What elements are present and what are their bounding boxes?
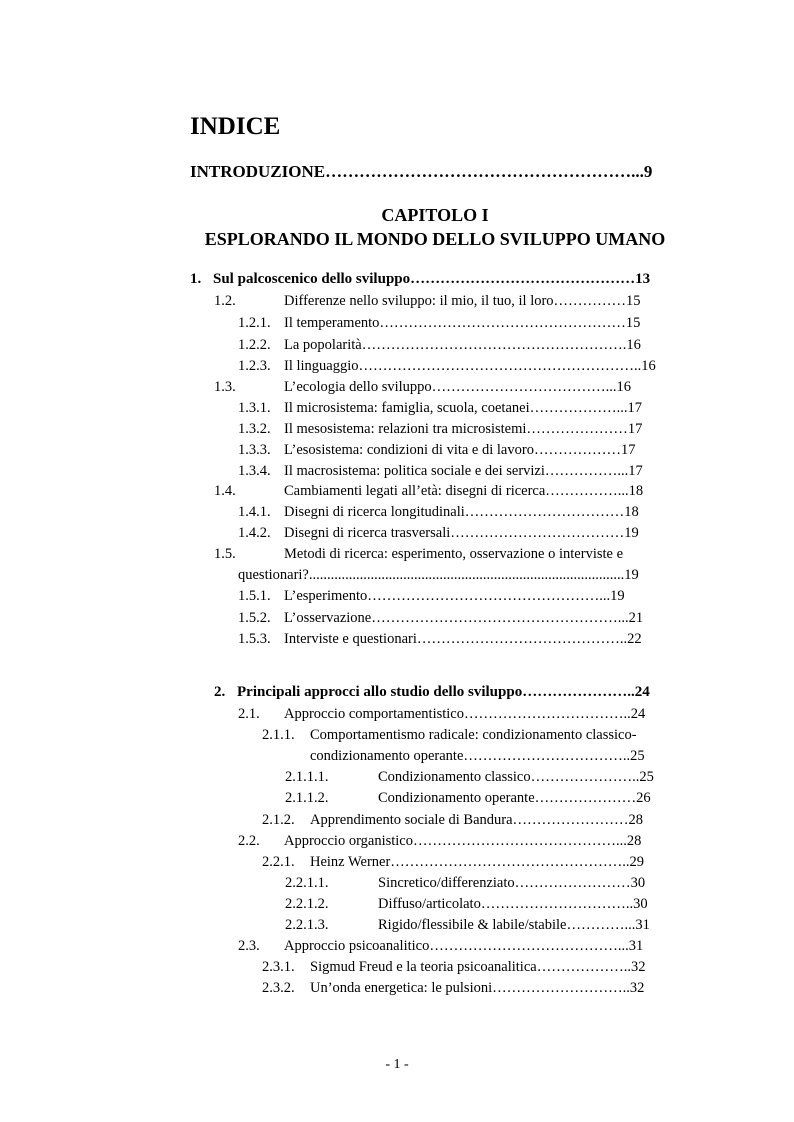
- toc-entry-number: 2.1.1.1.: [285, 769, 329, 785]
- toc-entry-text: Heinz Werner…………………………………………..29: [310, 854, 645, 870]
- toc-entry-number: 1.3.: [214, 379, 236, 395]
- toc-entry-number: 1.5.3.: [238, 631, 271, 647]
- toc-entry-number: 1.2.1.: [238, 315, 271, 331]
- toc-entry: [238, 523, 680, 543]
- toc-entry-text: L’ecologia dello sviluppo………………………………...16: [284, 379, 632, 395]
- toc-entry: [214, 377, 680, 397]
- toc-entry-text: Il mesosistema: relazioni tra microsistemi…………………17: [284, 421, 643, 437]
- toc-entry-text: Disegni di ricerca longitudinali……………………………18: [284, 504, 639, 520]
- toc-entry-number: 1.4.: [214, 483, 236, 499]
- chapter-label: CAPITOLO I: [381, 205, 489, 225]
- toc-entry: [238, 461, 680, 481]
- toc-entry: [310, 746, 680, 766]
- toc-entry: [238, 704, 680, 724]
- toc-entry: [238, 419, 680, 439]
- toc-entry-text: Il temperamento……………………………………………15: [284, 315, 641, 331]
- toc-entry: [285, 788, 680, 808]
- toc-entry-text: Disegni di ricerca trasversali………………………………19: [284, 525, 639, 541]
- toc-entry-number: 1.5.1.: [238, 588, 271, 604]
- toc-entry: [214, 682, 680, 702]
- toc-entry-number: 2.2.1.1.: [285, 875, 329, 891]
- toc-entry-number: 2.1.1.2.: [285, 790, 329, 806]
- toc-entry-text: condizionamento operante……………………………..25: [310, 748, 645, 764]
- toc-entry-number: 1.2.2.: [238, 337, 271, 353]
- toc-entry: [285, 894, 680, 914]
- toc-entry: [238, 398, 680, 418]
- toc-entry-text: Diffuso/articolato…………………………..30: [378, 896, 648, 912]
- toc-entry-text: Condizionamento operante…………………26: [378, 790, 651, 806]
- toc-entry: [238, 629, 680, 649]
- toc-entry-number: 2.1.: [238, 706, 260, 722]
- toc-entry: [214, 544, 680, 564]
- toc-entry-number: 2.: [214, 684, 226, 700]
- toc-entry-number: 2.3.1.: [262, 959, 295, 975]
- toc-entry-number: 1.3.2.: [238, 421, 271, 437]
- toc-entry-number: 1.5.: [214, 546, 236, 562]
- toc-entry-number: 2.2.: [238, 833, 260, 849]
- toc-entry-number: 1.4.1.: [238, 504, 271, 520]
- toc-entry-number: 2.2.1.3.: [285, 917, 329, 933]
- toc-entry: [285, 915, 680, 935]
- toc-entry-text: Cambiamenti legati all’età: disegni di ricerca……………...18: [284, 483, 644, 499]
- toc-entry: [238, 936, 680, 956]
- toc-entry-number: 1.5.2.: [238, 610, 271, 626]
- toc-entry-number: 2.2.1.2.: [285, 896, 329, 912]
- toc-entry-number: 1.4.2.: [238, 525, 271, 541]
- toc-entry-text: Approccio comportamentistico……………………………..24: [284, 706, 646, 722]
- toc-entry-text: Interviste e questionari……………………………………..22: [284, 631, 642, 647]
- toc-entry: [214, 481, 680, 501]
- toc-entry-number: 2.3.: [238, 938, 260, 954]
- toc-entry-text: Rigido/flessibile & labile/stabile…………...31: [378, 917, 650, 933]
- toc-entry: [262, 725, 680, 745]
- toc-entry: [190, 269, 680, 289]
- toc-entry-number: 2.1.2.: [262, 812, 295, 828]
- toc-entry-text: Apprendimento sociale di Bandura……………………28: [310, 812, 644, 828]
- toc-entry: [238, 831, 680, 851]
- toc-entry-text: Il microsistema: famiglia, scuola, coetanei………………...17: [284, 400, 642, 416]
- toc-entry-number: 1.3.1.: [238, 400, 271, 416]
- toc-entry: [262, 852, 680, 872]
- toc-entry: [238, 440, 680, 460]
- toc-entry: [238, 586, 680, 606]
- chapter-subtitle: ESPLORANDO IL MONDO DELLO SVILUPPO UMANO: [204, 229, 666, 249]
- toc-entry-text: Un’onda energetica: le pulsioni………………………..32: [310, 980, 645, 996]
- toc-entry: [214, 291, 680, 311]
- toc-entry: [285, 767, 680, 787]
- toc-entry-number: 2.2.1.: [262, 854, 295, 870]
- toc-entry-text: La popolarità……………………………………………….16: [284, 337, 641, 353]
- toc-entry-text: L’esperimento…………………………………………...19: [284, 588, 625, 604]
- toc-entry: [238, 356, 680, 376]
- toc-entry-text: Comportamentismo radicale: condizionamento classico-: [310, 727, 637, 743]
- toc-entry-text: Approccio psicoanalitico…………………………………...31: [284, 938, 644, 954]
- toc-entry-text: Metodi di ricerca: esperimento, osservazione o interviste e: [284, 546, 624, 562]
- toc-entry: [238, 335, 680, 355]
- toc-entry: [238, 608, 680, 628]
- toc-entry: [238, 313, 680, 333]
- toc-entry-text: Approccio organistico……………………………………...28: [284, 833, 642, 849]
- toc-entry-text: Principali approcci allo studio dello sviluppo…………………..24: [237, 684, 650, 700]
- page-number: - 1 -: [385, 1057, 409, 1072]
- toc-entry-number: 1.2.: [214, 293, 236, 309]
- toc-entry-text: questionari?.......................................................................................19: [238, 567, 639, 583]
- toc-entry-number: 2.1.1.: [262, 727, 295, 743]
- toc-entry: [262, 978, 680, 998]
- toc-entry-text: Differenze nello sviluppo: il mio, il tuo, il loro……………15: [284, 293, 641, 309]
- toc-entry: [238, 565, 680, 585]
- toc-entry: [285, 873, 680, 893]
- toc-entry-text: Il linguaggio…………………………………………………..16: [284, 358, 656, 374]
- toc-entry-number: 1.: [190, 271, 202, 287]
- toc-entry: [262, 957, 680, 977]
- page-title: INDICE: [190, 113, 281, 140]
- toc-entry-text: Sigmud Freud e la teoria psicoanalitica………………..32: [310, 959, 646, 975]
- toc-entry-number: 1.2.3.: [238, 358, 271, 374]
- toc-entry-text: L’esosistema: condizioni di vita e di lavoro………………17: [284, 442, 636, 458]
- toc-entry-number: 1.3.3.: [238, 442, 271, 458]
- toc-introduzione: INTRODUZIONE………………………………………………...9: [190, 162, 653, 181]
- toc-entry-text: Sincretico/differenziato……………………30: [378, 875, 646, 891]
- toc-entry: [238, 502, 680, 522]
- toc-entry-text: L’osservazione……………………………………………...21: [284, 610, 644, 626]
- toc-entry-number: 1.3.4.: [238, 463, 271, 479]
- toc-entry-text: Sul palcoscenico dello sviluppo………………………………………13: [213, 271, 651, 287]
- toc-entry-number: 2.3.2.: [262, 980, 295, 996]
- toc-entry-text: Il macrosistema: politica sociale e dei servizi……………...17: [284, 463, 643, 479]
- toc-entry-text: Condizionamento classico…………………..25: [378, 769, 654, 785]
- toc-entry: [262, 810, 680, 830]
